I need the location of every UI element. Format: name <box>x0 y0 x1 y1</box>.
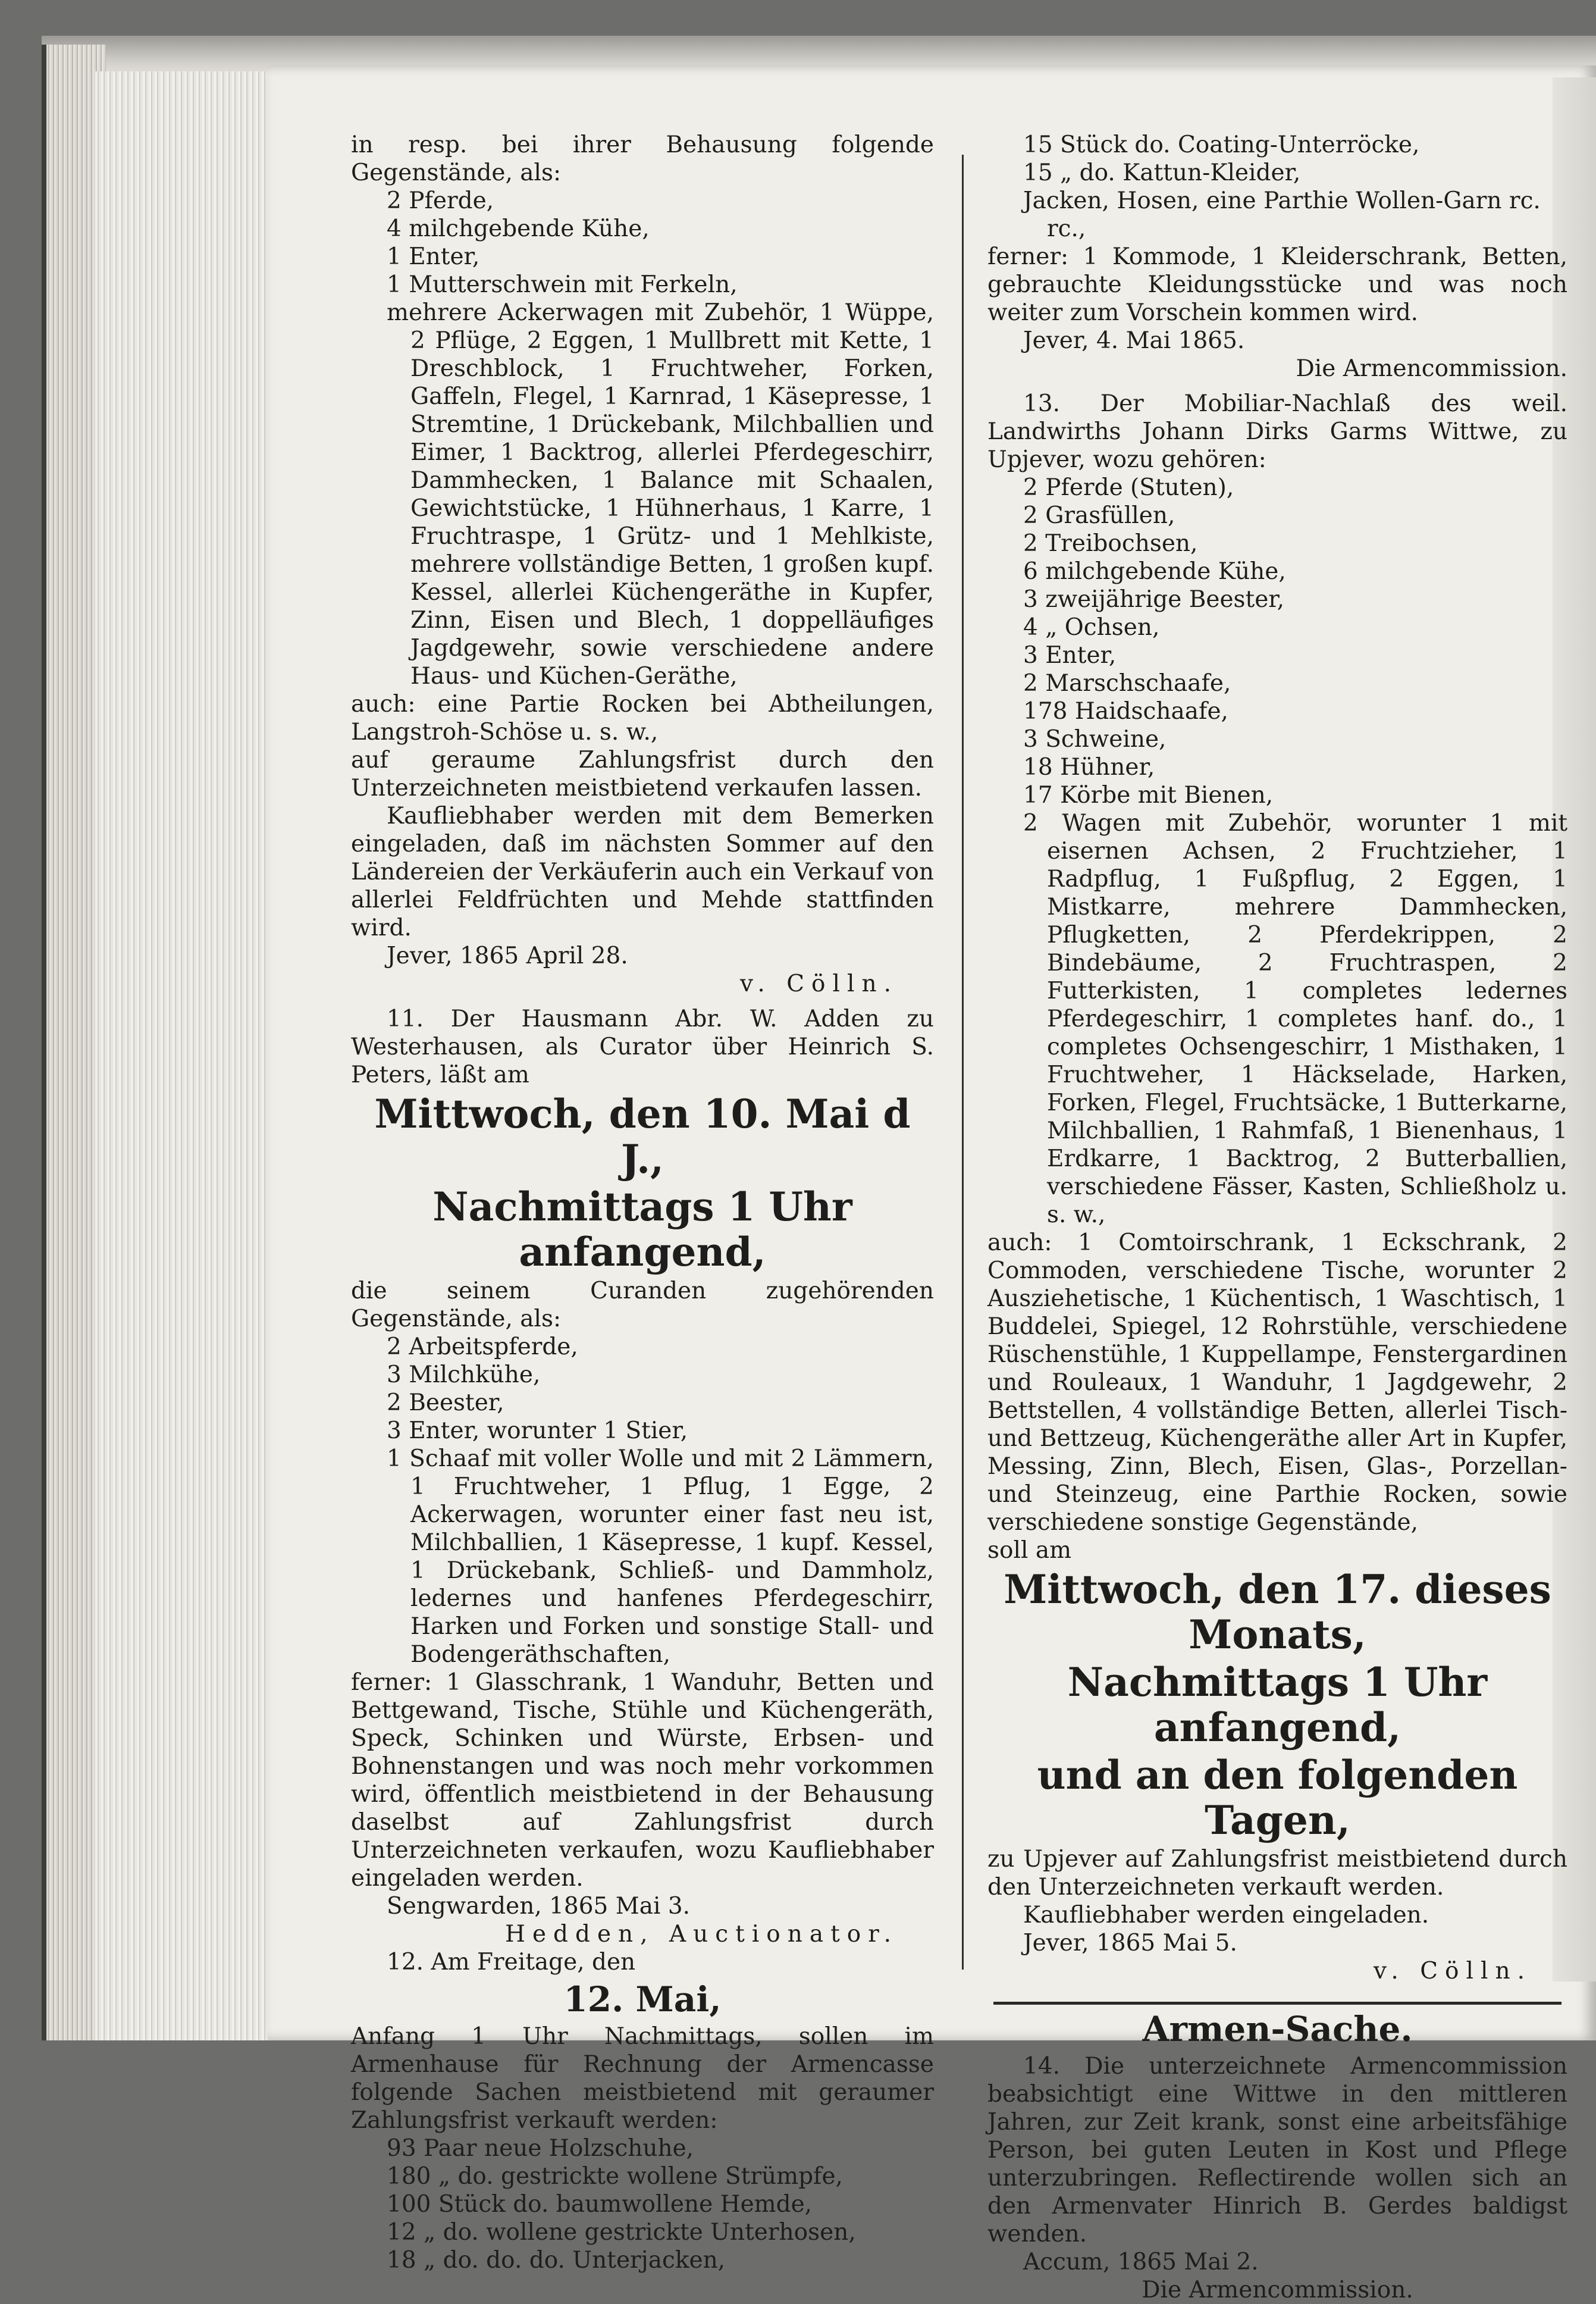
intro-text: in resp. bei ihrer Behausung folgende Gegenstände, als: <box>351 132 934 186</box>
list-item: 2 Wagen mit Zubehör, worunter 1 mit eisernen Achsen, 2 Fruchtzieher, 1 Radpflug, 1 Fußpflug, 2 Eggen, 1 Mistkarre, mehrere Dammhecken, Pflugketten, 2 Pferdekrippen, 2 Bindebäume, 2 Fruchtraspen, 2 Futterkisten, 1 completes ledernes Pferdegeschirr, 1 completes hanf. do., 1 completes Ochsengeschirr, 1 Misthaken, 1 Fruchtweher, 1 Häckselade, Harken, Forken, Flegel, Fruchtsäcke, 1 Butterkarne, Milchballien, 1 Rahmfaß, 1 Bienenhaus, 1 Erdkarre, 1 Backtrog, 2 Butterballien, verschiedene Fässer, Kasten, Schließholz u. s. w., <box>1023 810 1567 1228</box>
notice-12-intro: 12. Am Freitage, den <box>387 1949 636 1976</box>
notice-13-headline-time: Nachmittags 1 Uhr anfangend, <box>1067 1659 1488 1751</box>
list-item: 180 „ do. gestrickte wollene Strümpfe, <box>387 2163 843 2190</box>
paragraph: Anfang 1 Uhr Nachmittags, sollen im Armenhause für Rechnung der Armencasse folgende Sachen meistbietend mit geraumer Zahlungsfrist verkauft werden: <box>351 2023 934 2134</box>
section-title: Armen-Sache. <box>1142 2009 1413 2049</box>
list-item: 15 „ do. Kattun-Kleider, <box>1023 159 1301 186</box>
right-column <box>987 131 1567 2304</box>
paragraph: Kaufliebhaber werden mit dem Bemerken eingeladen, daß im nächsten Sommer auf den Ländereien der Verkäuferin auch ein Verkauf von allerlei Feldfrüchten und Mehde stattfinden wird. <box>351 803 934 941</box>
list-item: 2 Arbeitspferde, <box>387 1333 578 1360</box>
list-item: 3 Milchkühe, <box>387 1361 541 1388</box>
further-text: ferner: 1 Kommode, 1 Kleiderschrank, Betten, gebrauchte Kleidungsstücke und was noch weiter zum Vorschein kommen wird. <box>987 243 1567 326</box>
date-line: Jever, 1865 April 28. <box>387 943 628 969</box>
list-item: 93 Paar neue Holzschuhe, <box>387 2135 694 2162</box>
list-item: Jacken, Hosen, eine Parthie Wollen-Garn rc. rc., <box>1023 187 1541 242</box>
list-item: 15 Stück do. Coating-Unterröcke, <box>1023 132 1420 158</box>
left-column <box>351 131 934 2274</box>
list-item: 3 zweijährige Beester, <box>1023 586 1285 613</box>
notice-11-headline-time: Nachmittags 1 Uhr anfangend, <box>432 1184 852 1275</box>
list-item: 1 Schaaf mit voller Wolle und mit 2 Lämmern, 1 Fruchtweher, 1 Pflug, 1 Egge, 2 Ackerwagen, worunter einer fast neu ist, Milchballien, 1 Käsepresse, 1 kupf. Kessel, 1 Drückebank, Schließ- und Dammholz, ledernes und hanfenes Pferdegeschirr, Harken und Forken und sonstige Stall- und Bodengeräthschaften, <box>387 1445 934 1668</box>
list-item: mehrere Ackerwagen mit Zubehör, 1 Wüppe, 2 Pflüge, 2 Eggen, 1 Mullbrett mit Kette, 1 Dreschblock, 1 Fruchtweher, Forken, Gaffeln, Flegel, 1 Karnrad, 1 Käsepresse, 1 Stremtine, 1 Drückebank, Milchballien und Eimer, 1 Backtrog, allerlei Pferdegeschirr, Dammhecken, 1 Balance mit Schaalen, Gewichtstücke, 1 Hühnerhaus, 1 Karre, 1 Fruchtraspe, 1 Grütz- und 1 Mehlkiste, mehrere vollständige Betten, 1 großen kupf. Kessel, allerlei Küchengeräthe in Kupfer, Zinn, Eisen und Blech, 1 doppelläufiges Jagdgewehr, sowie verschiedene andere Haus- und Küchen-Geräthe, <box>387 299 934 690</box>
paragraph: Kaufliebhaber werden eingeladen. <box>1023 1902 1429 1929</box>
signature: v. Cölln. <box>1374 1958 1532 1984</box>
notice-13-headline: Mittwoch, den 17. dieses Monats, <box>1004 1566 1551 1658</box>
list-item: 3 Enter, worunter 1 Stier, <box>387 1417 688 1444</box>
list-item: 6 milchgebende Kühe, <box>1023 558 1286 585</box>
column-rule <box>962 155 964 1970</box>
list-item: 2 Treibochsen, <box>1023 530 1198 557</box>
notice-11-intro: 11. Der Hausmann Abr. W. Adden zu Westerhausen, als Curator über Heinrich S. Peters, läßt am <box>351 1006 934 1088</box>
date-line: Accum, 1865 Mai 2. <box>1023 2249 1259 2275</box>
notice-12-headline: 12. Mai, <box>563 1979 722 2020</box>
list-item: 18 „ do. do. do. Unterjacken, <box>387 2247 726 2274</box>
signature: Die Armencommission. <box>1142 2277 1413 2303</box>
list-item: 17 Körbe mit Bienen, <box>1023 782 1274 809</box>
notice-14-text: 14. Die unterzeichnete Armencommission beabsichtigt eine Wittwe in den mittleren Jahren, zur Zeit krank, sonst eine arbeitsfähige Person, bei guten Leuten in Kost und Pflege unterzubringen. Reflectirende wollen sich an den Armenvater Hinrich B. Gerdes baldigst wenden. <box>987 2053 1567 2247</box>
list-item: 2 Pferde, <box>387 187 494 214</box>
list-item: 1 Enter, <box>387 243 480 270</box>
signature: Die Armencommission. <box>1296 355 1567 382</box>
list-item: 2 Beester, <box>387 1389 504 1416</box>
list-item: 18 Hühner, <box>1023 754 1155 781</box>
section-divider <box>993 2002 1561 2005</box>
shall-text: soll am <box>987 1537 1072 1564</box>
date-line: Jever, 1865 Mai 5. <box>1023 1930 1237 1956</box>
list-item: 2 Grasfüllen, <box>1023 502 1175 529</box>
notice-13-intro: 13. Der Mobiliar-Nachlaß des weil. Landwirths Johann Dirks Garms Wittwe, zu Upjever, wozu gehören: <box>987 390 1567 473</box>
list-item: 3 Schweine, <box>1023 726 1167 753</box>
paragraph: die seinem Curanden zugehörenden Gegenstände, als: <box>351 1278 934 1332</box>
paragraph: zu Upjever auf Zahlungsfrist meistbietend durch den Unterzeichneten verkauft werden. <box>987 1846 1567 1901</box>
notice-13-headline-days: und an den folgenden Tagen, <box>1037 1752 1518 1843</box>
list-item: 1 Mutterschwein mit Ferkeln, <box>387 271 738 298</box>
paragraph: auf geraume Zahlungsfrist durch den Unterzeichneten meistbietend verkaufen lassen. <box>351 747 934 802</box>
signature: v. Cölln. <box>740 971 898 997</box>
date-line: Jever, 4. Mai 1865. <box>1023 327 1245 354</box>
date-line: Sengwarden, 1865 Mai 3. <box>387 1893 691 1920</box>
signature: Hedden, Auctionator. <box>504 1921 898 1948</box>
list-item: 178 Haidschaafe, <box>1023 698 1228 725</box>
also-text: auch: 1 Comtoirschrank, 1 Eckschrank, 2 Commoden, verschiedene Tische, worunter 2 Ausziehetische, 1 Küchentisch, 1 Waschtisch, 1 Buddelei, Spiegel, 12 Rohrstühle, verschiedene Rüschenstühle, 1 Kuppellampe, Fenstergardinen und Rouleaux, 1 Wanduhr, 1 Jagdgewehr, 2 Bettstellen, 4 vollständige Betten, allerlei Tisch- und Bettzeug, Küchengeräthe aller Art in Kupfer, Messing, Zinn, Blech, Eisen, Glas-, Porzellan- und Steinzeug, eine Parthie Rocken, sowie verschiedene sonstige Gegenstände, <box>987 1229 1567 1536</box>
book-page-stack <box>95 71 268 2040</box>
list-item: 4 milchgebende Kühe, <box>387 215 650 242</box>
list-item: 2 Marschschaafe, <box>1023 670 1231 697</box>
list-item: 3 Enter, <box>1023 642 1117 669</box>
further-text: ferner: 1 Glasschrank, 1 Wanduhr, Betten und Bettgewand, Tische, Stühle und Küchengeräth, Speck, Schinken und Würste, Erbsen- und Bohnenstangen und was noch mehr vorkommen wird, öffentlich meistbietend in der Behausung daselbst auf Zahlungsfrist durch Unterzeichneten verkaufen, wozu Kaufliebhaber eingeladen werden. <box>351 1669 934 1892</box>
list-item: 4 „ Ochsen, <box>1023 614 1160 641</box>
list-item: 2 Pferde (Stuten), <box>1023 474 1234 501</box>
list-item: 100 Stück do. baumwollene Hemde, <box>387 2191 813 2218</box>
list-item: 12 „ do. wollene gestrickte Unterhosen, <box>387 2219 856 2246</box>
also-text: auch: eine Partie Rocken bei Abtheilungen, Langstroh-Schöse u. s. w., <box>351 691 934 746</box>
notice-11-headline: Mittwoch, den 10. Mai d J., <box>374 1091 911 1182</box>
